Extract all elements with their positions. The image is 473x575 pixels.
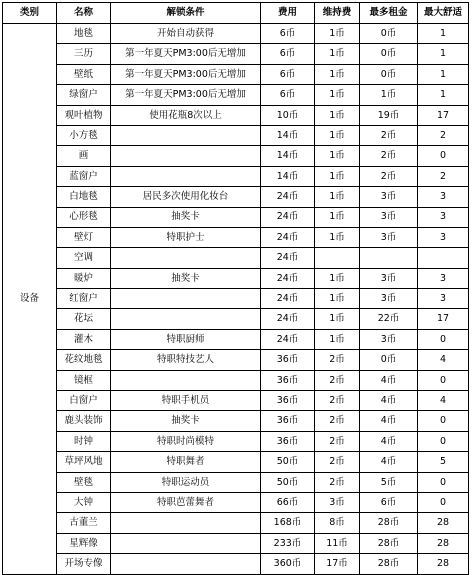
cell-max-rent: 28币	[360, 554, 418, 574]
table-row	[3, 166, 469, 186]
cell-cost: 36币	[261, 370, 315, 390]
cell-max-rent: 4币	[360, 452, 418, 472]
cell-upkeep: 2币	[315, 452, 360, 472]
cell-upkeep: 1币	[315, 105, 360, 125]
header-name: 名称	[57, 3, 111, 24]
cell-name: 花纹地毯	[57, 350, 111, 370]
cell-max-rent: 4币	[360, 391, 418, 411]
cell-cost: 36币	[261, 391, 315, 411]
cell-max-rent: 2币	[360, 125, 418, 145]
cell-upkeep: 1币	[315, 207, 360, 227]
cell-max-rent: 0币	[360, 24, 418, 44]
cell-cost: 36币	[261, 431, 315, 451]
table-row	[3, 227, 469, 247]
cell-max-rent: 22币	[360, 309, 418, 329]
cell-max-rent: 3币	[360, 227, 418, 247]
cell-name: 心形毯	[57, 207, 111, 227]
cell-max-comfort: 2	[418, 166, 469, 186]
cell-name: 暖炉	[57, 268, 111, 288]
header-row	[3, 3, 469, 24]
cell-upkeep: 2币	[315, 350, 360, 370]
cell-max-comfort: 0	[418, 411, 469, 431]
cell-upkeep: 11币	[315, 533, 360, 553]
cell-unlock-condition: 第一年夏天PM3:00后无增加	[111, 44, 261, 64]
cell-cost: 24币	[261, 289, 315, 309]
header-upkeep: 维持费	[315, 3, 360, 24]
cell-cost: 6币	[261, 24, 315, 44]
cell-name: 壁纸	[57, 64, 111, 84]
table-row	[3, 248, 469, 268]
cell-cost: 24币	[261, 207, 315, 227]
cell-max-comfort: 5	[418, 452, 469, 472]
cell-name: 鹿头装饰	[57, 411, 111, 431]
cell-max-rent: 3币	[360, 187, 418, 207]
cell-upkeep: 2币	[315, 391, 360, 411]
cell-max-comfort	[418, 248, 469, 268]
cell-upkeep: 1币	[315, 289, 360, 309]
header-max-comfort: 最大舒适	[418, 3, 469, 24]
cell-upkeep: 8币	[315, 513, 360, 533]
cell-unlock-condition: 特职手机员	[111, 391, 261, 411]
cell-name: 绿窗户	[57, 85, 111, 105]
table-row	[3, 431, 469, 451]
cell-unlock-condition: 特职厨师	[111, 329, 261, 349]
cell-max-rent: 0币	[360, 350, 418, 370]
cell-name: 草坪风地	[57, 452, 111, 472]
cell-unlock-condition: 特职时尚模特	[111, 431, 261, 451]
equipment-table	[2, 2, 469, 575]
cell-max-rent: 4币	[360, 411, 418, 431]
table-row	[3, 309, 469, 329]
cell-cost: 168币	[261, 513, 315, 533]
cell-max-comfort: 1	[418, 85, 469, 105]
cell-name: 壁毯	[57, 472, 111, 492]
cell-max-comfort: 1	[418, 64, 469, 84]
cell-max-rent: 4币	[360, 431, 418, 451]
cell-upkeep: 2币	[315, 431, 360, 451]
cell-upkeep: 1币	[315, 146, 360, 166]
cell-unlock-condition: 第一年夏天PM3:00后无增加	[111, 64, 261, 84]
cell-upkeep: 1币	[315, 329, 360, 349]
cell-cost: 14币	[261, 125, 315, 145]
cell-unlock-condition: 居民多次使用化妆台	[111, 187, 261, 207]
cell-cost: 66币	[261, 492, 315, 512]
cell-upkeep: 2币	[315, 411, 360, 431]
cell-name: 星辉像	[57, 533, 111, 553]
table-row	[3, 187, 469, 207]
cell-unlock-condition	[111, 309, 261, 329]
table-row	[3, 411, 469, 431]
cell-max-comfort: 28	[418, 554, 469, 574]
cell-name: 时钟	[57, 431, 111, 451]
cell-max-rent: 2币	[360, 166, 418, 186]
cell-unlock-condition: 抽奖卡	[111, 268, 261, 288]
table-row	[3, 554, 469, 574]
header-cost: 费用	[261, 3, 315, 24]
cell-max-rent: 3币	[360, 289, 418, 309]
cell-name: 花坛	[57, 309, 111, 329]
table-row	[3, 85, 469, 105]
cell-cost: 6币	[261, 44, 315, 64]
cell-name: 开场专像	[57, 554, 111, 574]
cell-max-rent: 28币	[360, 533, 418, 553]
table-row	[3, 370, 469, 390]
cell-max-rent: 3币	[360, 268, 418, 288]
cell-name: 白窗户	[57, 391, 111, 411]
cell-name: 壁灯	[57, 227, 111, 247]
cell-unlock-condition: 特职舞者	[111, 452, 261, 472]
cell-unlock-condition: 开始自动获得	[111, 24, 261, 44]
cell-unlock-condition: 抽奖卡	[111, 411, 261, 431]
cell-max-comfort: 3	[418, 207, 469, 227]
cell-max-comfort: 28	[418, 513, 469, 533]
cell-cost: 24币	[261, 227, 315, 247]
cell-cost: 24币	[261, 187, 315, 207]
cell-cost: 36币	[261, 350, 315, 370]
cell-max-comfort: 4	[418, 350, 469, 370]
cell-max-comfort: 3	[418, 289, 469, 309]
cell-name: 观叶植物	[57, 105, 111, 125]
table-row	[3, 125, 469, 145]
cell-cost: 360币	[261, 554, 315, 574]
cell-upkeep: 2币	[315, 370, 360, 390]
cell-cost: 36币	[261, 411, 315, 431]
cell-name: 灌木	[57, 329, 111, 349]
cell-upkeep: 2币	[315, 472, 360, 492]
cell-unlock-condition: 特职护士	[111, 227, 261, 247]
cell-cost: 24币	[261, 309, 315, 329]
cell-max-comfort: 17	[418, 105, 469, 125]
cell-upkeep: 1币	[315, 187, 360, 207]
cell-name: 红窗户	[57, 289, 111, 309]
table-row	[3, 472, 469, 492]
cell-max-rent: 4币	[360, 370, 418, 390]
cell-max-comfort: 3	[418, 268, 469, 288]
cell-max-rent: 6币	[360, 492, 418, 512]
cell-cost: 24币	[261, 329, 315, 349]
cell-unlock-condition	[111, 166, 261, 186]
cell-max-comfort: 17	[418, 309, 469, 329]
cell-upkeep: 1币	[315, 125, 360, 145]
cell-unlock-condition: 第一年夏天PM3:00后无增加	[111, 85, 261, 105]
cell-max-comfort: 1	[418, 44, 469, 64]
cell-upkeep: 1币	[315, 268, 360, 288]
equipment-table-sheet	[2, 2, 469, 575]
table-row	[3, 533, 469, 553]
cell-unlock-condition	[111, 146, 261, 166]
cell-max-rent: 0币	[360, 64, 418, 84]
cell-max-comfort: 2	[418, 125, 469, 145]
cell-name: 古董兰	[57, 513, 111, 533]
table-row	[3, 513, 469, 533]
cell-cost: 6币	[261, 85, 315, 105]
table-row	[3, 289, 469, 309]
header-category: 类别	[3, 3, 57, 24]
header-max-rent: 最多租金	[360, 3, 418, 24]
cell-cost: 14币	[261, 166, 315, 186]
cell-max-rent: 5币	[360, 472, 418, 492]
cell-cost: 50币	[261, 452, 315, 472]
cell-unlock-condition	[111, 513, 261, 533]
table-row	[3, 207, 469, 227]
table-row	[3, 268, 469, 288]
cell-cost: 6币	[261, 64, 315, 84]
cell-unlock-condition	[111, 248, 261, 268]
table-body	[3, 24, 469, 575]
cell-unlock-condition	[111, 554, 261, 574]
cell-upkeep: 17币	[315, 554, 360, 574]
cell-max-rent: 1币	[360, 85, 418, 105]
cell-max-rent: 2币	[360, 146, 418, 166]
cell-name: 大钟	[57, 492, 111, 512]
table-row	[3, 492, 469, 512]
cell-max-rent: 3币	[360, 207, 418, 227]
category-cell: 设备	[3, 24, 57, 575]
cell-unlock-condition	[111, 289, 261, 309]
cell-name: 镜框	[57, 370, 111, 390]
cell-name: 三历	[57, 44, 111, 64]
cell-cost: 14币	[261, 146, 315, 166]
cell-max-comfort: 3	[418, 227, 469, 247]
cell-cost: 10币	[261, 105, 315, 125]
cell-max-comfort: 0	[418, 329, 469, 349]
cell-upkeep: 3币	[315, 492, 360, 512]
cell-unlock-condition: 特职芭蕾舞者	[111, 492, 261, 512]
cell-upkeep: 1币	[315, 24, 360, 44]
cell-name: 画	[57, 146, 111, 166]
cell-max-rent: 28币	[360, 513, 418, 533]
table-row	[3, 391, 469, 411]
cell-max-comfort: 0	[418, 492, 469, 512]
table-row	[3, 44, 469, 64]
cell-unlock-condition: 特职特技艺人	[111, 350, 261, 370]
cell-unlock-condition	[111, 125, 261, 145]
cell-max-rent: 19币	[360, 105, 418, 125]
cell-upkeep: 1币	[315, 44, 360, 64]
cell-max-comfort: 0	[418, 370, 469, 390]
cell-max-comfort: 4	[418, 391, 469, 411]
cell-max-comfort: 0	[418, 472, 469, 492]
cell-max-rent: 3币	[360, 329, 418, 349]
cell-max-rent	[360, 248, 418, 268]
cell-unlock-condition	[111, 533, 261, 553]
table-row	[3, 350, 469, 370]
table-row	[3, 146, 469, 166]
cell-unlock-condition: 特职运动员	[111, 472, 261, 492]
table-row	[3, 24, 469, 44]
cell-name: 地毯	[57, 24, 111, 44]
cell-upkeep: 1币	[315, 309, 360, 329]
cell-upkeep: 1币	[315, 166, 360, 186]
cell-name: 蓝窗户	[57, 166, 111, 186]
cell-name: 小方毯	[57, 125, 111, 145]
cell-max-comfort: 28	[418, 533, 469, 553]
table-row	[3, 452, 469, 472]
table-header	[3, 3, 469, 24]
cell-cost: 233币	[261, 533, 315, 553]
cell-name: 白地毯	[57, 187, 111, 207]
cell-upkeep: 1币	[315, 227, 360, 247]
header-unlock-condition: 解锁条件	[111, 3, 261, 24]
cell-max-comfort: 0	[418, 146, 469, 166]
cell-upkeep: 1币	[315, 64, 360, 84]
cell-upkeep	[315, 248, 360, 268]
table-row	[3, 329, 469, 349]
cell-name: 空调	[57, 248, 111, 268]
cell-cost: 24币	[261, 268, 315, 288]
table-row	[3, 64, 469, 84]
cell-max-comfort: 3	[418, 187, 469, 207]
cell-unlock-condition	[111, 370, 261, 390]
cell-upkeep: 1币	[315, 85, 360, 105]
cell-max-comfort: 0	[418, 431, 469, 451]
table-row	[3, 105, 469, 125]
cell-unlock-condition: 使用花瓶8次以上	[111, 105, 261, 125]
cell-cost: 24币	[261, 248, 315, 268]
cell-cost: 50币	[261, 472, 315, 492]
cell-max-rent: 0币	[360, 44, 418, 64]
cell-unlock-condition: 抽奖卡	[111, 207, 261, 227]
cell-max-comfort: 1	[418, 24, 469, 44]
